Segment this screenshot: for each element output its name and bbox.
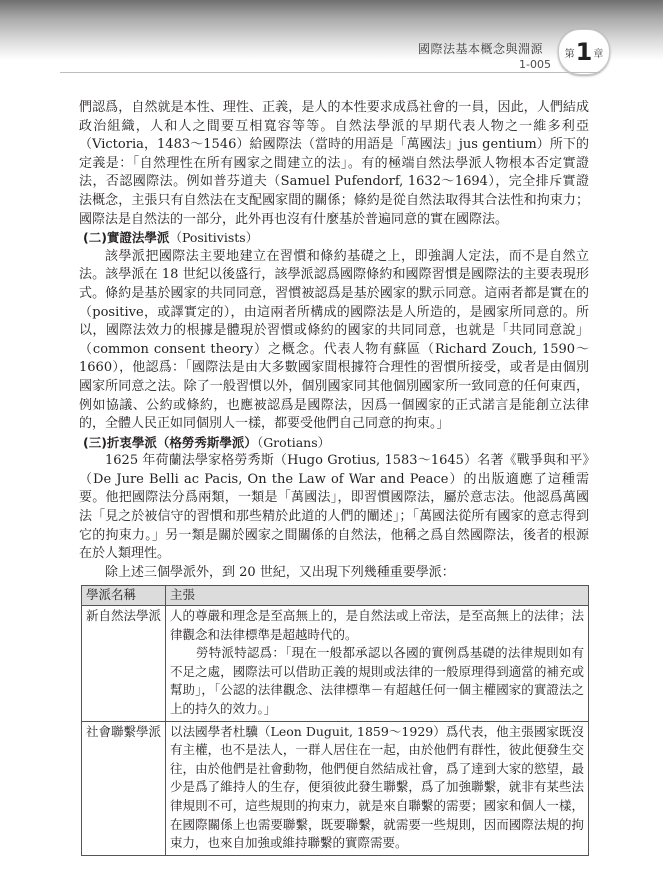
paragraph-table-intro: 除上述三個學派外，到 20 世紀，又出現下列幾種重要學派： bbox=[105, 564, 455, 580]
paragraph-positivists: 該學派把國際法主要地建立在習慣和條約基礎之上，即強調人定法，而不是自然立法。該學派在 18 世紀以後盛行，該學派認爲國際條約和國際習慣是國際法的主要表現形式。條約是基於國家的共同同意，習慣被認爲是基於國家的默示同意。這兩者都是實在的（positive，或譯實定的），由這兩者所構成的國際法是人所造的，是國家所同意的。所以，國際法效力的根據是體現於習慣或條約的國家的共同同意，也就是「共同同意說」（common consent theory）之概念。代表人物有蘇區（Richard Zouch, 1590～1660），他認爲：「國際法是由大多數國家間根據符合理性的習慣所接受，或者是由個別國家所同意之法。除了一般習慣以外，個別國家同其他個別國家所一致同意的任何東西，例如協議、公約或條約，也應被認爲是國際法，因爲一個國家的正式諾言是能創立法律的，全體人民正如同個別人一樣，都要受他們自己同意的拘束。」 bbox=[79, 248, 589, 432]
chapter-badge bbox=[558, 29, 610, 75]
claim-text: 人的尊嚴和理念是至高無上的，是自然法或上帝法，是至高無上的法律；法律觀念和法律標準是超越時代的。 bbox=[170, 608, 584, 642]
section-heading-positivists bbox=[83, 229, 589, 248]
main-content bbox=[79, 99, 589, 856]
table-row bbox=[82, 606, 589, 722]
column-header-claim: 主張 bbox=[166, 586, 589, 606]
page-number: 1-005 bbox=[519, 58, 551, 71]
section-heading-latin: （Grotians） bbox=[256, 434, 331, 450]
school-claim bbox=[166, 721, 589, 855]
school-name: 新自然法學派 bbox=[82, 606, 166, 722]
paragraph-grotians: 1625 年荷蘭法學家格勞秀斯（Hugo Grotius, 1583～1645）名著《戰爭與和平》（De Jure Belli ac Pacis, On the Law of War and Peace）的出版適應了這種需要。他把國際法分爲兩類，一類是「萬國法」，即習慣國際法，屬於意志法。他認爲萬國法「見之於被信守的習慣和那些精於此道的人們的闡述」；「萬國法從所有國家的意志得到它的拘束力。」另一類是關於國家之間關係的自然法，他稱之爲自然國際法，後者的根源在於人類理性。 bbox=[79, 453, 589, 562]
table-row bbox=[82, 721, 589, 855]
school-name: 社會聯繫學派 bbox=[82, 721, 166, 855]
column-header-name: 學派名稱 bbox=[82, 586, 166, 606]
table-header-row bbox=[82, 586, 589, 606]
section-heading-grotians bbox=[83, 434, 589, 453]
chapter-prefix: 第 bbox=[564, 48, 575, 60]
claim-text: 勞特派特認爲：「現在一般都承認以各國的實例爲基礎的法律規則如有不足之處，國際法可以借助正義的規則或法律的一般原理得到適當的補充或幫助」，「公認的法律觀念、法律標準－有超越任何一個主權國家的實證法之上的持久的效力。」 bbox=[170, 645, 584, 716]
schools-table bbox=[81, 585, 589, 855]
claim-text: 以法國學者杜驥（Leon Duguit, 1859～1929）爲代表，他主張國家既沒有主權，也不是法人，一群人居住在一起，由於他們有群性，彼此便發生交往，由於他們是社會動物，他們便自然結成社會，爲了達到大家的慾望，最少是爲了維持人的生存，便須彼此發生聯繫，爲了加強聯繫，就非有某些法律規則不可，這些規則的拘束力，就是來自聯繫的需要；國家和個人一樣，在國際關係上也需要聯繫，既要聯繫，就需要一些規則，因而國際法規的拘束力，也來自加強或維持聯繫的實際需要。 bbox=[170, 723, 584, 851]
header-divider bbox=[60, 72, 600, 73]
section-heading-text: (二)實證法學派 bbox=[83, 230, 170, 246]
school-claim bbox=[166, 606, 589, 722]
chapter-suffix: 章 bbox=[593, 48, 604, 60]
chapter-number: 1 bbox=[575, 38, 593, 66]
book-title: 國際法基本概念與淵源 bbox=[417, 42, 543, 56]
section-heading-latin: （Positivists） bbox=[169, 230, 259, 246]
paragraph-natural-law-continued: 們認爲，自然就是本性、理性、正義，是人的本性要求成爲社會的一員，因此，人們結成政治組織，人和人之間要互相寬容等等。自然法學派的早期代表人物之一維多利亞（Victoria，1483～1546）給國際法（當時的用語是「萬國法」jus gentium）所下的定義是：「自然理性在所有國家之間建立的法」。有的極端自然法學派人物根本否定實證法，否認國際法。例如普芬道夫（Samuel Pufendorf, 1632～1694），完全排斥實證法概念，主張只有自然法在支配國家間的關係；條約是從自然法取得其合法性和拘束力；國際法是自然法的一部分，此外再也沒有什麼基於普遍同意的實在國際法。 bbox=[79, 100, 589, 227]
section-heading-text: (三)折衷學派（格勞秀斯學派） bbox=[83, 434, 257, 450]
